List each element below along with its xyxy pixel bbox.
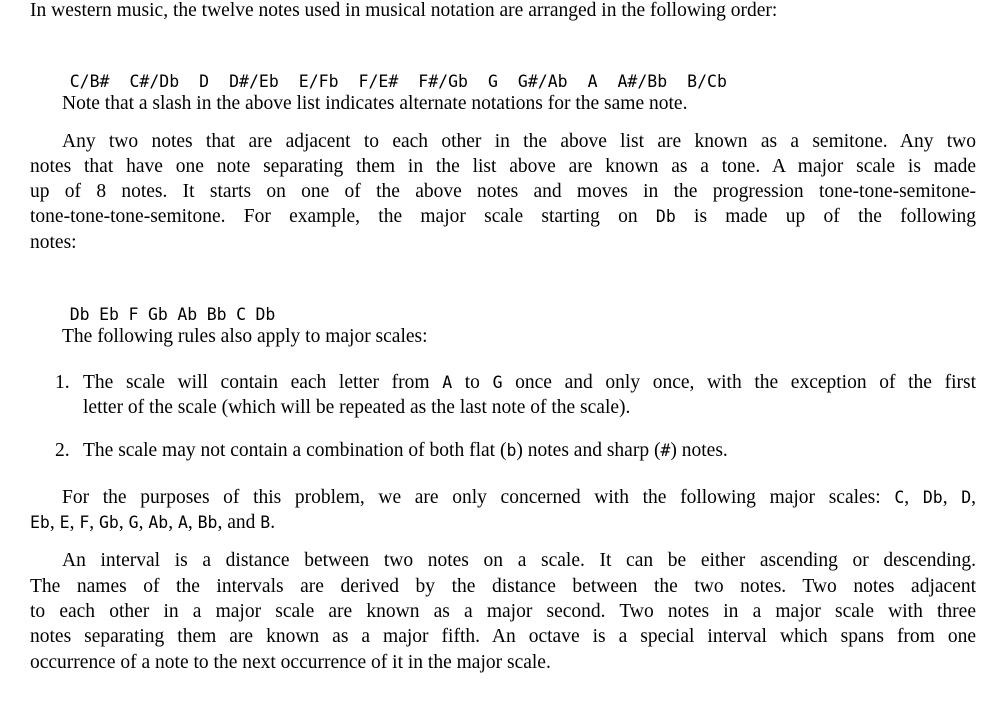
note-item: A	[587, 72, 598, 91]
text-run: once and only once, with the exception of the first	[515, 372, 977, 393]
note-item: E/Fb	[298, 72, 339, 91]
text-run: The scale may not contain a combination of both flat (	[83, 440, 507, 461]
paragraph-line: notes that have one note separating them in the list above are known as a tone. A major scale is made	[30, 156, 976, 177]
text-run: The scale will contain each letter from	[83, 372, 430, 393]
note-item: C/B#	[69, 72, 110, 91]
scale-note: Db	[69, 305, 90, 324]
text-run: is made up of the following	[694, 206, 976, 227]
scale-name: Eb	[30, 513, 50, 532]
rule-item	[30, 438, 976, 463]
text-run: tone-tone-tone-semitone. For example, the major scale starting on	[30, 206, 638, 227]
scale-note: Ab	[177, 305, 198, 324]
note-item: D#/Eb	[229, 72, 279, 91]
note-item: F#/Gb	[418, 72, 468, 91]
scale-name: Db	[922, 488, 943, 507]
intro-text: In western music, the twelve notes used in musical notation are arranged in the following order:	[30, 0, 778, 21]
scale-name: Gb	[99, 513, 119, 532]
paragraph-line: to each other in a major scale are known as a major second. Two notes in a major scale with three	[30, 601, 976, 622]
scale-name: D	[961, 488, 972, 507]
rule-item	[30, 370, 976, 420]
scale-name: Bb	[197, 513, 218, 532]
scale-name: B	[260, 513, 271, 532]
slash-note: Note that a slash in the above list indicates alternate notations for the same note.	[62, 93, 688, 114]
rule-number: 2.	[55, 440, 70, 461]
inline-code: G	[492, 373, 503, 392]
rules-intro: The following rules also apply to major scales:	[62, 326, 428, 347]
scale-note: Eb	[99, 305, 119, 324]
text-run: ) notes.	[670, 440, 728, 461]
inline-code: A	[442, 373, 453, 392]
inline-code: #	[660, 441, 671, 460]
text-run: For the purposes of this problem, we are only concerned with the following major scales:	[62, 487, 881, 508]
rule-line: letter of the scale (which will be repeated as the last note of the scale).	[83, 397, 631, 418]
note-item: D	[199, 72, 210, 91]
scale-note: Db	[255, 305, 276, 324]
note-item: C#/Db	[129, 72, 180, 91]
inline-code: b	[506, 441, 517, 460]
rule-body	[83, 370, 976, 420]
scale-note: F	[128, 305, 139, 324]
paragraph-line: Eb, E, F, Gb, G, Ab, A, Bb, and B.	[30, 512, 276, 533]
rule-body	[83, 438, 976, 463]
note-item: G#/Ab	[517, 72, 568, 91]
note-item: G	[487, 72, 498, 91]
paragraph-line	[30, 204, 976, 229]
paragraph-line: occurrence of a note to the next occurrence of it in the major scale.	[30, 652, 551, 673]
scale-name: G	[128, 513, 139, 532]
note-item: F/E#	[358, 72, 399, 91]
text-run: and	[227, 512, 256, 533]
scale-name: F	[79, 513, 90, 532]
scale-note: Gb	[147, 305, 168, 324]
scale-name: C	[894, 488, 905, 507]
note-item: A#/Bb	[617, 72, 668, 91]
scale-name: E	[59, 513, 70, 532]
scale-note: Bb	[206, 305, 227, 324]
scale-note: C	[236, 305, 246, 324]
paragraph-line: notes:	[30, 232, 77, 253]
text-run: to	[464, 372, 480, 393]
scale-name: A	[177, 513, 188, 532]
paragraph-line: For the purposes of this problem, we are only concerned with the following major scales: C, Db, D,	[62, 487, 977, 508]
scale-name: Ab	[148, 513, 169, 532]
paragraph-line: The names of the intervals are derived by the distance between the two notes. Two notes adjacent	[30, 576, 976, 597]
note-item: B/Cb	[687, 72, 727, 91]
paragraph-line: An interval is a distance between two notes on a scale. It can be either ascending or descending.	[62, 550, 976, 571]
rule-number: 1.	[55, 372, 70, 393]
paragraph-line: notes separating them are known as a major fifth. An octave is a special interval which spans from one	[30, 626, 976, 647]
paragraph-line: up of 8 notes. It starts on one of the above notes and moves in the progression tone-tone-semitone-	[30, 181, 976, 202]
paragraph-line: Any two notes that are adjacent to each other in the above list are known as a semitone. Any two	[62, 131, 976, 152]
rule-line	[83, 370, 976, 395]
text-run: ) notes and sharp (	[516, 440, 661, 461]
inline-code: Db	[655, 207, 676, 226]
